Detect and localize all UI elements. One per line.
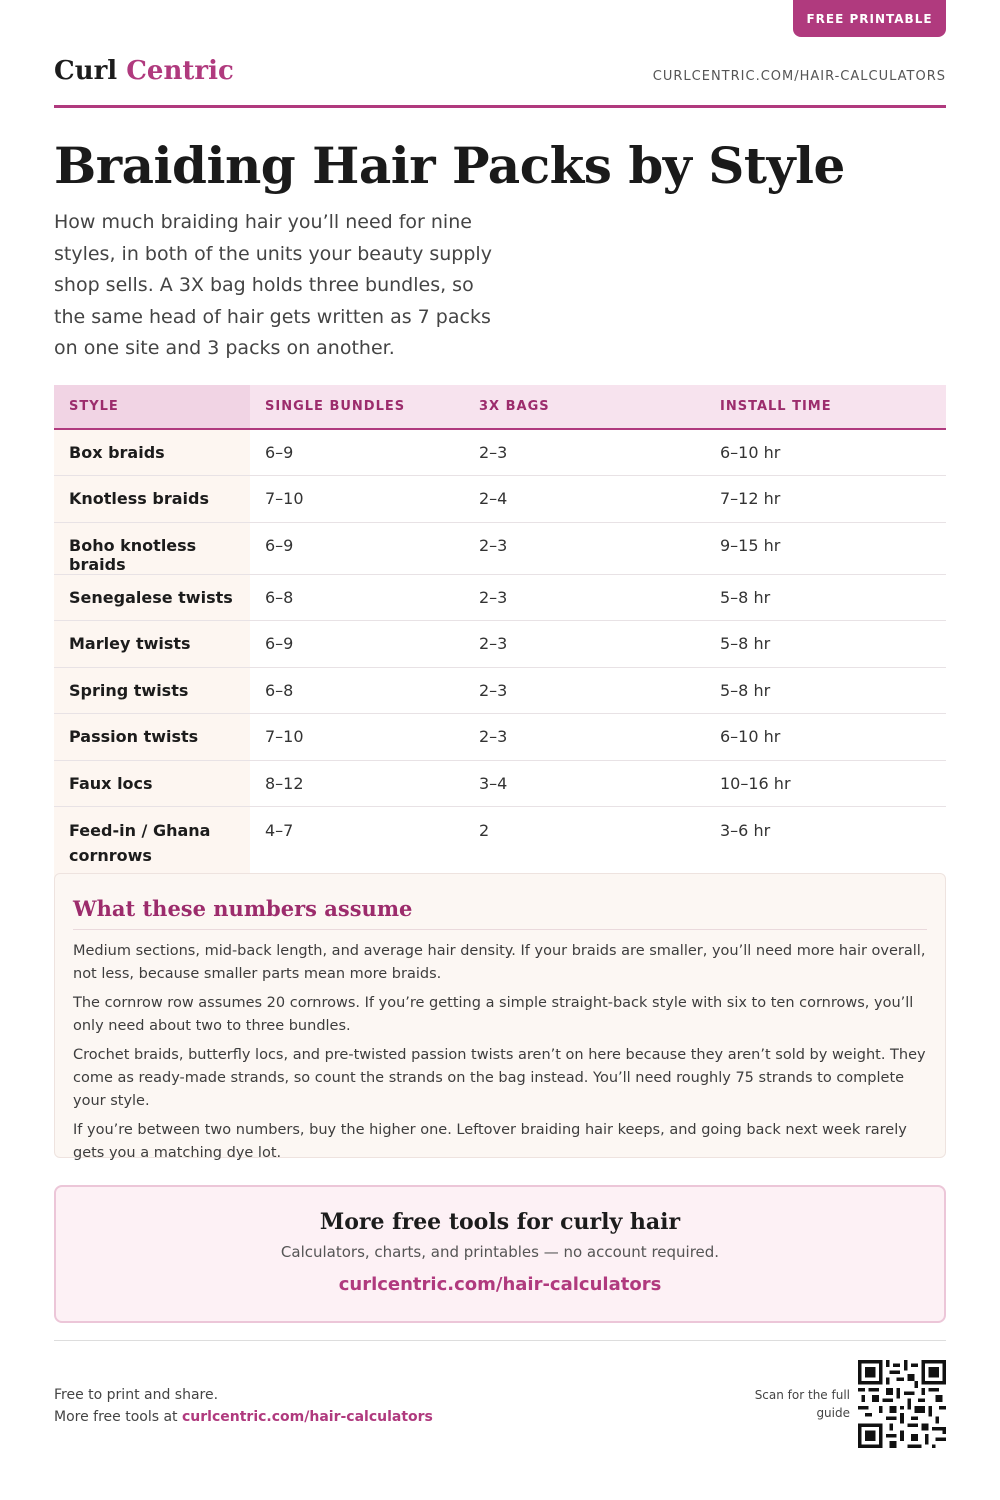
more-tools-callout xyxy=(54,1185,946,1323)
bags-cell: 2–3 xyxy=(464,621,705,668)
header-single-bundles: SINGLE BUNDLES xyxy=(250,385,464,429)
bags-cell: 2–4 xyxy=(464,476,705,523)
header-install-time: INSTALL TIME xyxy=(705,385,946,429)
assumptions-box xyxy=(54,873,946,1161)
style-cell: Faux locs xyxy=(54,760,250,807)
single-bundles-cell: 6–8 xyxy=(250,667,464,714)
page-title: Braiding Hair Packs by Style xyxy=(54,136,845,195)
style-cell: Knotless braids xyxy=(54,476,250,523)
logo-word-centric: Centric xyxy=(126,56,234,86)
style-cell: Marley twists xyxy=(54,621,250,668)
table-row xyxy=(54,621,946,668)
bags-cell: 2–3 xyxy=(464,574,705,621)
style-cell: Box braids xyxy=(54,429,250,476)
assumption-paragraph: The cornrow row assumes 20 cornrows. If you’re getting a simple straight-back style with six to ten cornrows, you’ll only need about two to three bundles. xyxy=(73,995,914,1034)
table-row xyxy=(54,714,946,761)
footer-text xyxy=(54,1384,433,1428)
table-row xyxy=(54,574,946,621)
footer-line-tools xyxy=(54,1406,433,1428)
install-time-cell: 5–8 hr xyxy=(705,667,946,714)
style-cell: Spring twists xyxy=(54,667,250,714)
footer-link[interactable]: curlcentric.com/hair-calculators xyxy=(182,1409,433,1425)
assumption-paragraph: Crochet braids, butterfly locs, and pre-twisted passion twists aren’t on here because they aren’t sold by weight. They come as ready-made strands, so count the strands on the bag instead. You’ll need roughly 75 strands to complete your style. xyxy=(73,1047,926,1109)
install-time-cell: 5–8 hr xyxy=(705,574,946,621)
table-header-row xyxy=(54,385,946,429)
table-row xyxy=(54,760,946,807)
assumption-paragraph: If you’re between two numbers, buy the higher one. Leftover braiding hair keeps, and going back next week rarely gets you a matching dye lot. xyxy=(73,1122,907,1161)
single-bundles-cell: 8–12 xyxy=(250,760,464,807)
footer-tools-prefix: More free tools at xyxy=(54,1409,178,1425)
table-row xyxy=(54,807,946,879)
install-time-cell: 10–16 hr xyxy=(705,760,946,807)
single-bundles-cell: 6–9 xyxy=(250,621,464,668)
bags-cell: 2–3 xyxy=(464,429,705,476)
header-3x-bags: 3X BAGS xyxy=(464,385,705,429)
assumptions-heading: What these numbers assume xyxy=(73,896,927,930)
header-url[interactable]: CURLCENTRIC.COM/HAIR-CALCULATORS xyxy=(652,69,946,84)
free-printable-badge: FREE PRINTABLE xyxy=(793,0,946,37)
single-bundles-cell: 6–9 xyxy=(250,429,464,476)
bags-cell: 2–3 xyxy=(464,522,705,574)
install-time-cell: 5–8 hr xyxy=(705,621,946,668)
bags-cell: 2–3 xyxy=(464,667,705,714)
style-cell: Feed-in / Ghana cornrows xyxy=(54,807,250,879)
single-bundles-cell: 6–8 xyxy=(250,574,464,621)
bags-cell: 2 xyxy=(479,821,490,840)
install-time-cell: 6–10 hr xyxy=(705,714,946,761)
single-bundles-cell: 7–10 xyxy=(250,714,464,761)
braiding-packs-table xyxy=(54,385,946,879)
table-row xyxy=(54,667,946,714)
install-time-cell: 3–6 hr xyxy=(720,821,771,840)
qr-code-icon[interactable] xyxy=(858,1360,946,1448)
header-style: STYLE xyxy=(54,385,250,429)
style-cell: Passion twists xyxy=(54,714,250,761)
single-bundles-cell: 7–10 xyxy=(250,476,464,523)
style-cell: Senegalese twists xyxy=(54,574,250,621)
cta-subtext: Calculators, charts, and printables — no account required. xyxy=(280,1243,720,1261)
bags-cell: 3–4 xyxy=(464,760,705,807)
table-row xyxy=(54,476,946,523)
single-bundles-cell: 6–9 xyxy=(250,522,464,574)
intro-text: How much braiding hair you’ll need for nine styles, in both of the units your beauty supply shop sells. A 3X bag holds three bundles, so the same head of hair gets written as 7 packs on one site and 3 packs on another. xyxy=(54,211,492,359)
bags-cell: 2–3 xyxy=(464,714,705,761)
assumption-paragraph: Medium sections, mid-back length, and average hair density. If your braids are smaller, you’ll need more hair overall, not less, because smaller parts mean more braids. xyxy=(73,943,926,982)
brand-logo[interactable] xyxy=(54,56,234,86)
footer-line-share: Free to print and share. xyxy=(54,1387,219,1403)
cta-link[interactable]: curlcentric.com/hair-calculators xyxy=(338,1274,662,1295)
cta-heading: More free tools for curly hair xyxy=(319,1209,681,1235)
site-header xyxy=(54,56,946,108)
scan-caption: Scan for the full guide xyxy=(754,1388,850,1420)
install-time-cell: 7–12 hr xyxy=(705,476,946,523)
install-time-cell: 9–15 hr xyxy=(705,522,946,574)
install-time-cell: 6–10 hr xyxy=(705,429,946,476)
table-row xyxy=(54,429,946,476)
footer-divider xyxy=(54,1340,946,1341)
style-cell: Boho knotless braids xyxy=(54,522,250,574)
table-row xyxy=(54,522,946,574)
logo-word-curl: Curl xyxy=(54,56,118,86)
single-bundles-cell: 4–7 xyxy=(265,821,294,840)
